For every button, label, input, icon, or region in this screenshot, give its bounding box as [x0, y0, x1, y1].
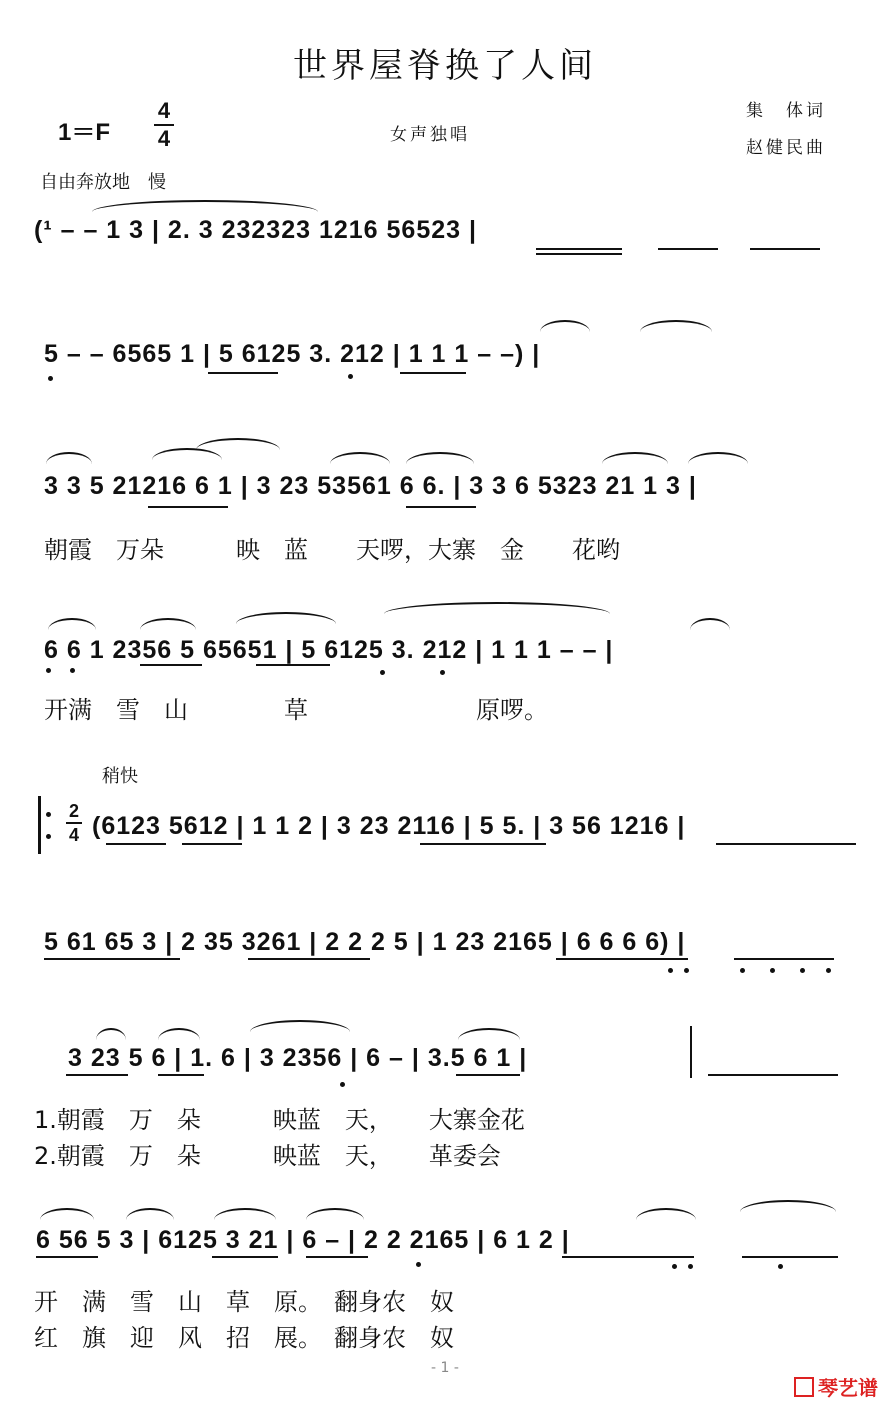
- low-octave-dot: [740, 968, 745, 973]
- slur: [458, 1028, 520, 1040]
- system-5-notes: (6123 5612 | 1 1 2 | 3 23 2116 | 5 5. | 3 56 1216 |: [92, 812, 686, 840]
- beam: [456, 1074, 520, 1076]
- system-7-notes: 3 23 5 6 | 1. 6 | 3 2356 | 6 – | 3.5 6 1 |: [68, 1044, 528, 1072]
- slur: [236, 612, 336, 624]
- beam: [562, 1256, 694, 1258]
- low-octave-dot: [668, 968, 673, 973]
- system-8-lyrics-verse-1: 开 满 雪 山 草 原。 翻身农 奴: [34, 1288, 454, 1316]
- low-octave-dot: [672, 1264, 677, 1269]
- beam: [208, 372, 278, 374]
- system-4-notes: 6 6 1 2356 5 65651 | 5 6125 3. 212 | 1 1 1 – – |: [44, 636, 614, 664]
- page-number: - 1 -: [431, 1360, 459, 1376]
- beam: [182, 843, 242, 845]
- slur: [158, 1028, 200, 1040]
- low-octave-dot: [778, 1264, 783, 1269]
- system-3-notes: 3 3 5 21216 6 1 | 3 23 53561 6 6. | 3 3 6 5323 21 1 3 |: [44, 472, 697, 500]
- beam: [406, 506, 476, 508]
- tempo-marking: 自由奔放地 慢: [40, 172, 166, 193]
- beam: [140, 664, 202, 666]
- system-6-notes: 5 61 65 3 | 2 35 3261 | 2 2 2 5 | 1 23 2165 | 6 6 6 6) |: [44, 928, 686, 956]
- slur: [406, 452, 474, 464]
- slur: [196, 438, 280, 450]
- beam: [66, 1074, 128, 1076]
- time-denominator: 4: [68, 825, 79, 845]
- slur: [636, 1208, 696, 1220]
- beam: [536, 253, 622, 255]
- time-numerator: 4: [157, 98, 171, 123]
- slur: [92, 200, 318, 212]
- slur: [384, 602, 610, 614]
- system-1-notes: (¹ – – 1 3 | 2. 3 232323 1216 56523 |: [34, 216, 477, 244]
- tempo-change: 稍快: [102, 766, 138, 787]
- system-2-notes: 5 – – 6565 1 | 5 6125 3. 212 | 1 1 1 – –) |: [44, 340, 541, 368]
- beam: [750, 248, 820, 250]
- beam: [256, 664, 330, 666]
- slur: [690, 618, 730, 630]
- beam: [742, 1256, 838, 1258]
- beam: [400, 372, 466, 374]
- song-title: 世界屋脊换了人间: [293, 46, 597, 86]
- system-7-lyrics-verse-1: 1.朝霞 万 朵 映蓝 天， 大寨金花: [34, 1106, 525, 1134]
- beam: [306, 1256, 368, 1258]
- slur: [40, 1208, 94, 1220]
- low-octave-dot: [348, 374, 353, 379]
- beam: [158, 1074, 204, 1076]
- repeat-barline: [38, 796, 41, 854]
- beam: [106, 843, 166, 845]
- slur: [330, 452, 390, 464]
- low-octave-dot: [416, 1262, 421, 1267]
- time-signature: [154, 100, 174, 150]
- brand-name: 琴艺谱: [818, 1376, 878, 1400]
- system-4-lyrics: 开满 雪 山 草 原啰。: [44, 696, 548, 724]
- site-logo: [794, 1372, 878, 1401]
- slur: [540, 320, 590, 332]
- beam: [708, 1074, 838, 1076]
- beam: [148, 506, 228, 508]
- beam: [44, 958, 180, 960]
- system-7-lyrics-verse-2: 2.朝霞 万 朵 映蓝 天， 革委会: [34, 1142, 501, 1170]
- low-octave-dot: [48, 376, 53, 381]
- repeat-dot: [46, 834, 51, 839]
- low-octave-dot: [770, 968, 775, 973]
- beam: [212, 1256, 278, 1258]
- beam: [716, 843, 856, 845]
- low-octave-dot: [440, 670, 445, 675]
- low-octave-dot: [684, 968, 689, 973]
- slur: [48, 618, 96, 630]
- lyricist: 集 体词: [746, 101, 826, 121]
- slur: [640, 320, 712, 332]
- slur: [688, 452, 748, 464]
- slur: [740, 1200, 836, 1212]
- beam: [556, 958, 688, 960]
- repeat-dot: [46, 812, 51, 817]
- slur: [96, 1028, 126, 1040]
- beam: [734, 958, 834, 960]
- system-8-notes: 6 56 5 3 | 6125 3 21 | 6 – | 2 2 2165 | 6 1 2 |: [36, 1226, 570, 1254]
- low-octave-dot: [688, 1264, 693, 1269]
- logo-icon: [794, 1377, 814, 1397]
- low-octave-dot: [800, 968, 805, 973]
- volta-line: [690, 1026, 692, 1078]
- beam: [536, 248, 622, 250]
- beam: [36, 1256, 98, 1258]
- slur: [140, 618, 196, 630]
- performance-type: 女声独唱: [390, 125, 470, 145]
- beam: [658, 248, 718, 250]
- slur: [602, 452, 668, 464]
- low-octave-dot: [340, 1082, 345, 1087]
- time-numerator: 2: [68, 801, 79, 821]
- composer: 赵健民曲: [746, 138, 826, 158]
- slur: [306, 1208, 364, 1220]
- system-8-lyrics-verse-2: 红 旗 迎 风 招 展。 翻身农 奴: [34, 1324, 454, 1352]
- slur: [214, 1208, 276, 1220]
- system-3-lyrics: 朝霞 万朵 映 蓝 天啰，大寨 金 花哟: [44, 536, 620, 564]
- time-denominator: 4: [157, 126, 171, 151]
- low-octave-dot: [46, 668, 51, 673]
- slur: [46, 452, 92, 464]
- beam: [420, 843, 546, 845]
- slur: [126, 1208, 174, 1220]
- key-signature: 1＝F: [58, 119, 111, 146]
- slur: [250, 1020, 350, 1032]
- low-octave-dot: [380, 670, 385, 675]
- beam: [248, 958, 370, 960]
- low-octave-dot: [70, 668, 75, 673]
- time-signature-2-4: [66, 802, 82, 844]
- low-octave-dot: [826, 968, 831, 973]
